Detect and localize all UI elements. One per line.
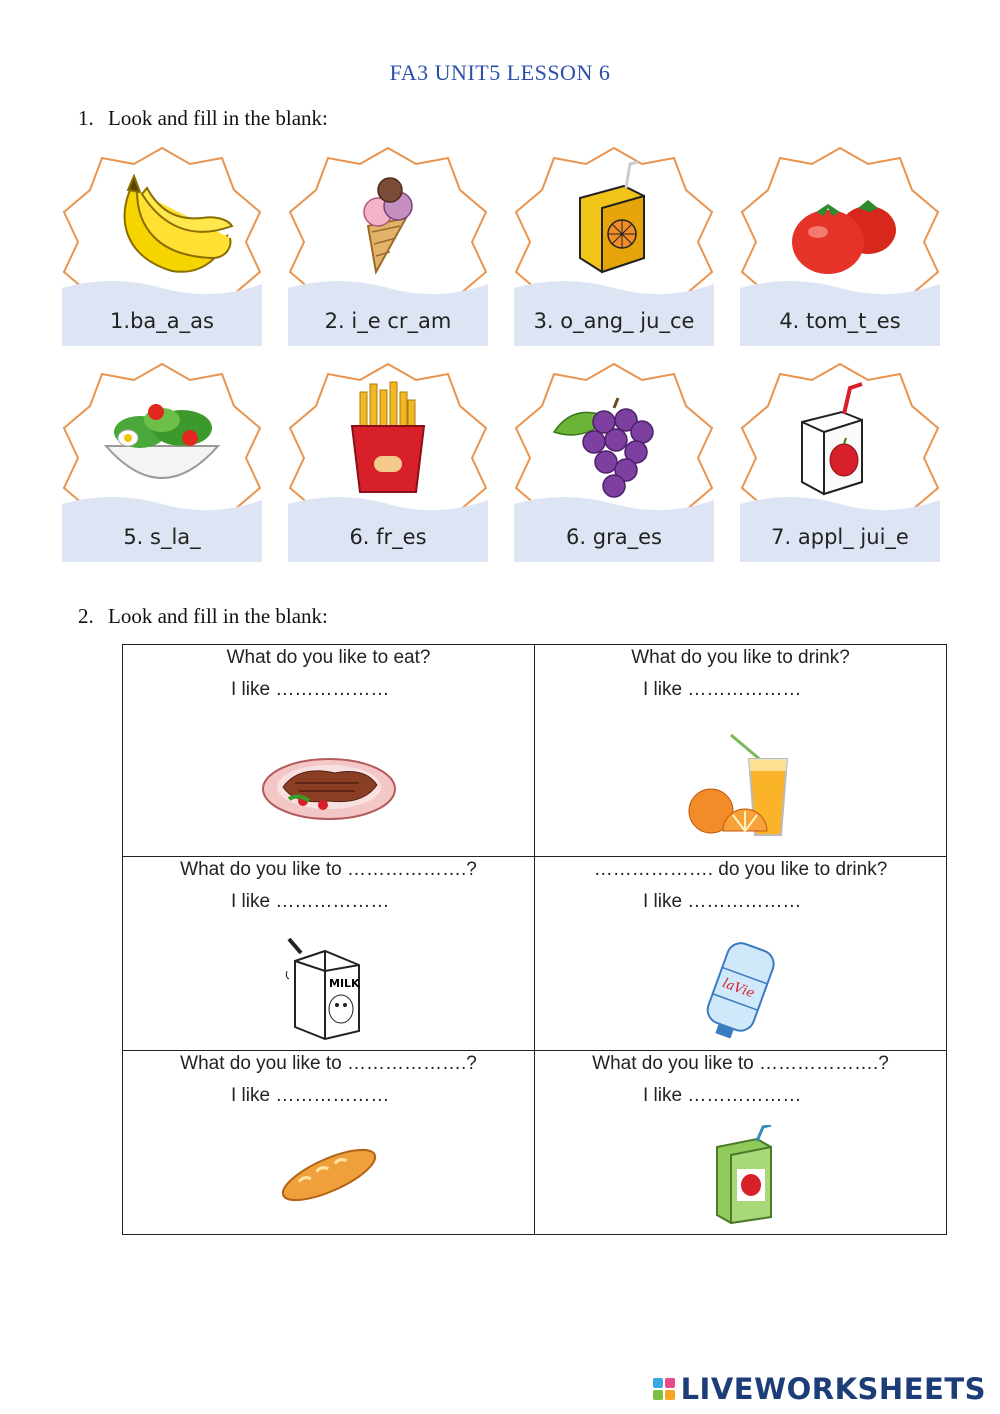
card-label: 3. o_ang_ ju_ce [533, 309, 695, 333]
card-banana [62, 146, 262, 351]
grid-cell [123, 857, 535, 1051]
cell-answer[interactable]: I like ……………… [643, 891, 802, 912]
grid-cell [123, 1051, 535, 1235]
card-label: 2. i_e cr_am [324, 309, 452, 333]
question-grid [122, 644, 947, 1235]
worksheet-title: FA3 UNIT5 LESSON 6 [389, 60, 611, 85]
cell-question: ………………. do you like to drink? [593, 859, 888, 880]
grid-cell [123, 645, 535, 857]
card-salad [62, 362, 262, 567]
cell-answer[interactable]: I like ……………… [231, 891, 390, 912]
card-ice-cream [288, 146, 488, 351]
card-label: 4. tom_t_es [779, 309, 901, 333]
exercise-1-instruction [78, 106, 328, 131]
grid-cell [535, 1051, 947, 1235]
cell-question: What do you like to ……………….? [180, 859, 477, 880]
water-bottle-icon [671, 931, 811, 1041]
card-label: 1.ba_a_as [110, 309, 214, 333]
exercise-1-number: 1. [78, 106, 94, 130]
card-fries [288, 362, 488, 567]
water-brand-label: laVie [719, 976, 756, 1002]
card-label: 6. gra_es [566, 525, 662, 549]
card-label: 7. appl_ jui_e [771, 525, 909, 549]
card-tomatoes [740, 146, 940, 351]
brand-text: LIVEWORKSHEETS [680, 1372, 986, 1406]
card-label: 5. s_la_ [123, 525, 201, 549]
steak-plate-icon [259, 743, 399, 823]
liveworksheets-logo-icon [653, 1378, 675, 1400]
cell-question: What do you like to eat? [226, 647, 431, 668]
cell-answer[interactable]: I like ……………… [231, 679, 390, 700]
card-apple-juice [740, 362, 940, 567]
exercise-2-number: 2. [78, 604, 94, 628]
cell-question: What do you like to ……………….? [592, 1053, 889, 1074]
cell-answer[interactable]: I like ……………… [643, 679, 802, 700]
exercise-1-text: Look and fill in the blank: [108, 106, 328, 130]
milk-label: MILK [328, 977, 360, 990]
orange-juice-glass-icon [671, 723, 811, 843]
card-orange-juice [514, 146, 714, 351]
card-grapes [514, 362, 714, 567]
grid-cell [535, 857, 947, 1051]
exercise-2-text: Look and fill in the blank: [108, 604, 328, 628]
cell-answer[interactable]: I like ……………… [231, 1085, 390, 1106]
liveworksheets-brand [653, 1372, 986, 1406]
card-label: 6. fr_es [349, 525, 427, 549]
apple-juice-box-icon [671, 1125, 811, 1225]
exercise-2-instruction [78, 604, 328, 629]
cell-question: What do you like to ……………….? [180, 1053, 477, 1074]
cell-answer[interactable]: I like ……………… [643, 1085, 802, 1106]
bread-icon [259, 1135, 399, 1215]
grid-cell [535, 645, 947, 857]
cell-question: What do you like to drink? [631, 647, 850, 668]
milk-carton-icon [259, 931, 399, 1041]
